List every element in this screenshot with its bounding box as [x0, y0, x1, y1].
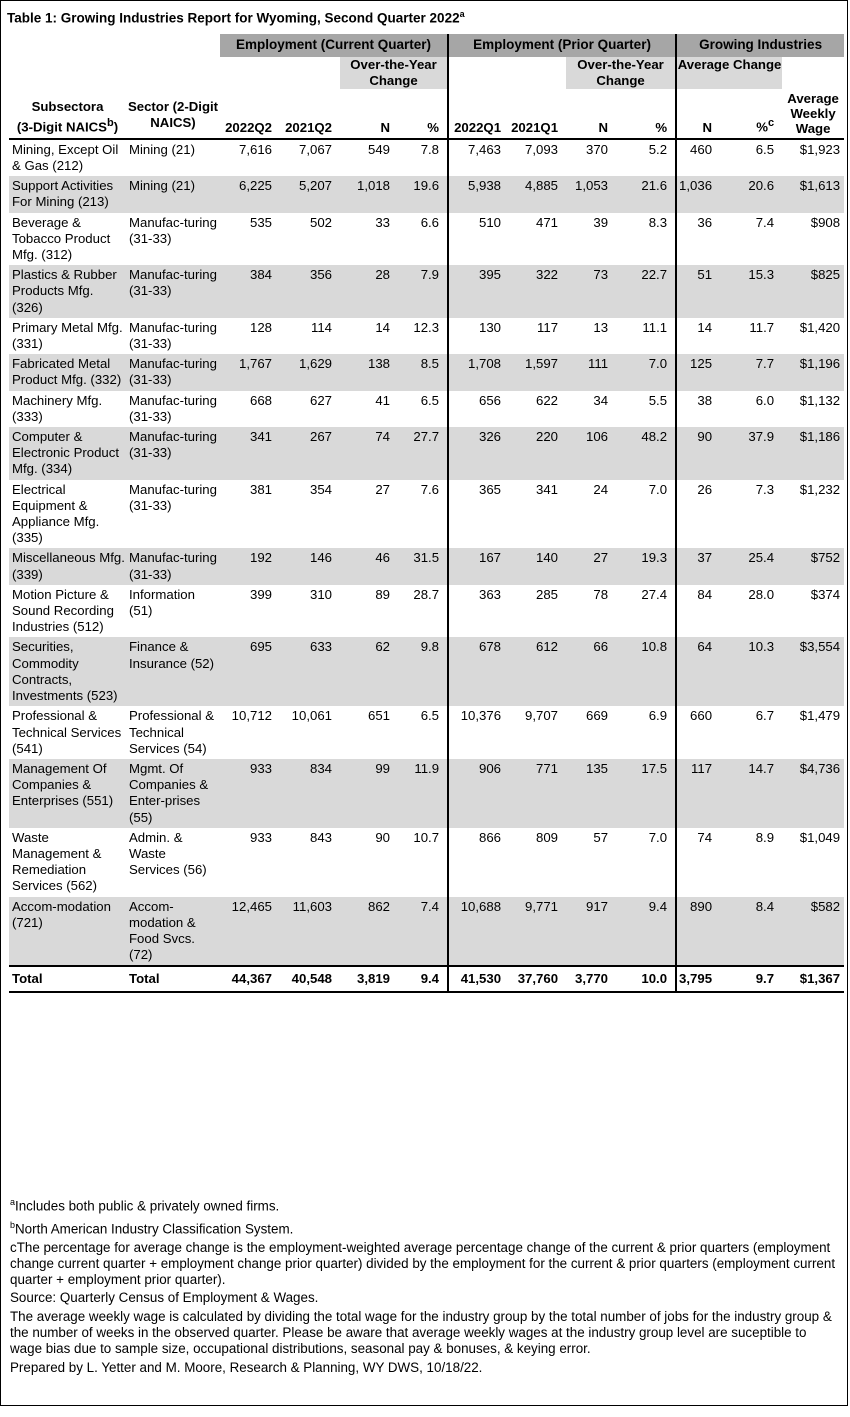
cell-average-weekly-wage: $1,186 — [782, 427, 844, 480]
cell-n-prior: 73 — [566, 265, 616, 318]
cell-pct-prior: 21.6 — [616, 176, 676, 212]
footnote-a-mark: a — [10, 1197, 16, 1207]
cell-subsector: Securities, Commodity Contracts, Investments (523) — [9, 637, 126, 706]
cell-pct-current: 9.8 — [398, 637, 448, 706]
cell-n-current: 90 — [375, 829, 390, 845]
cell-pct-average: 9.7 — [720, 966, 782, 991]
col-2022q2: 2022Q2 — [220, 89, 280, 139]
table-row — [9, 213, 844, 266]
cell-sector: Manufac-turing (31-33) — [126, 427, 220, 480]
cell-2022q2: 381 — [249, 481, 272, 497]
cell-pct-prior: 6.9 — [648, 708, 668, 724]
cell-pct-prior: 11.1 — [642, 319, 668, 335]
cell-n-prior: 3,770 — [566, 966, 616, 991]
cell-sector: Manufac-turing (31-33) — [129, 481, 217, 513]
cell-pct-average: 7.4 — [755, 214, 775, 230]
cell-average-weekly-wage: $1,923 — [799, 141, 841, 157]
group-current-quarter: Employment (Current Quarter) — [220, 34, 448, 57]
cell-pct-average: 14.7 — [720, 759, 782, 828]
cell-2021q1: 9,771 — [509, 897, 566, 967]
cell-2021q2: 5,207 — [280, 176, 340, 212]
cell-average-weekly-wage: $1,367 — [782, 966, 844, 991]
cell-pct-current: 28.7 — [413, 586, 440, 602]
table-row — [9, 585, 844, 638]
cell-n-prior: 66 — [566, 637, 616, 706]
col-pct-current: % — [398, 89, 448, 139]
cell-sector: Manufac-turing (31-33) — [129, 319, 217, 352]
cell-sector: Mining (21) — [126, 176, 220, 212]
cell-2022q1: 5,938 — [448, 176, 509, 212]
cell-n-current: 138 — [340, 354, 398, 390]
cell-pct-average: 20.6 — [720, 176, 782, 212]
cell-average-weekly-wage: $908 — [810, 214, 841, 230]
table-row — [9, 354, 844, 390]
cell-2021q1: 322 — [509, 265, 566, 318]
title-footnote-mark: a — [459, 9, 465, 19]
cell-n-prior: 13 — [593, 319, 609, 335]
cell-pct-prior: 22.7 — [616, 265, 676, 318]
cell-2022q1: 906 — [448, 759, 509, 828]
col-2022q1: 2022Q1 — [448, 89, 509, 139]
cell-n-current: 99 — [340, 759, 398, 828]
cell-n-average: 84 — [676, 585, 720, 638]
cell-pct-average: 6.0 — [755, 392, 775, 408]
col-pct-prior: % — [616, 89, 676, 139]
cell-2021q2: 146 — [280, 548, 340, 584]
cell-subsector: Support Activities For Mining (213) — [9, 176, 126, 212]
cell-n-average: 660 — [676, 706, 720, 759]
cell-pct-prior: 10.0 — [616, 966, 676, 991]
cell-average-weekly-wage: $1,049 — [799, 829, 841, 845]
cell-subsector: Miscellaneous Mfg. (339) — [9, 548, 126, 584]
cell-2021q1: 140 — [509, 548, 566, 584]
cell-pct-prior: 8.3 — [648, 214, 668, 230]
cell-pct-average: 8.9 — [755, 829, 775, 845]
cell-2021q1: 341 — [536, 481, 559, 497]
cell-2022q2: 384 — [220, 265, 280, 318]
table-row — [9, 318, 844, 354]
cell-n-average: 26 — [676, 480, 720, 549]
cell-sector: Professional & Technical Services (54) — [129, 708, 215, 756]
cell-2022q2: 399 — [249, 586, 272, 602]
col-average-weekly-wage: Average Weekly Wage — [782, 89, 844, 139]
col-n-current: N — [340, 89, 398, 139]
footnote-a-text: Includes both public & privately owned firms. — [15, 1198, 280, 1214]
cell-subsector: Electrical Equipment & Appliance Mfg. (335) — [12, 481, 100, 546]
cell-n-prior: 135 — [566, 759, 616, 828]
cell-sector: Manufac-turing (31-33) — [129, 214, 217, 246]
cell-n-average: 3,795 — [676, 966, 720, 991]
table-row — [9, 139, 844, 176]
col-subsector-footnote-mark: b — [106, 117, 114, 130]
prepared-by-note: Prepared by L. Yetter and M. Moore, Research & Planning, WY DWS, 10/18/22. — [10, 1359, 483, 1375]
cell-n-prior: 669 — [586, 708, 609, 724]
col-pct-average — [720, 89, 782, 139]
cell-average-weekly-wage: $1,613 — [782, 176, 844, 212]
cell-pct-current: 9.4 — [398, 966, 448, 991]
cell-pct-current: 12.3 — [413, 319, 440, 335]
cell-2021q1: 771 — [509, 759, 566, 828]
cell-pct-prior: 19.3 — [616, 548, 676, 584]
cell-n-average: 460 — [676, 139, 720, 176]
cell-2021q1: 1,597 — [509, 354, 566, 390]
cell-2022q1: 510 — [448, 213, 509, 266]
cell-subsector: Waste Management & Remediation Services (562) — [12, 829, 102, 894]
footnote-c: cThe percentage for average change is the employment-weighted average percentage change of the current & prior quarters (employment change current quarter + employment change prior quarter) divided by the employment for the current & prior quarters (employment current quarter + employment prior quarter). — [10, 1239, 836, 1288]
cell-2022q2: 933 — [249, 829, 272, 845]
cell-pct-average: 25.4 — [720, 548, 782, 584]
cell-subsector: Accom-modation (721) — [9, 897, 126, 967]
cell-2021q1: 37,760 — [509, 966, 566, 991]
cell-average-weekly-wage: $1,232 — [799, 481, 841, 497]
cell-2022q2: 668 — [249, 392, 272, 408]
cell-average-weekly-wage: $4,736 — [782, 759, 844, 828]
cell-pct-prior: 7.0 — [648, 481, 668, 497]
cell-average-weekly-wage: $825 — [782, 265, 844, 318]
cell-pct-current: 8.5 — [398, 354, 448, 390]
cell-2021q1: 612 — [509, 637, 566, 706]
group-prior-quarter: Employment (Prior Quarter) — [448, 34, 676, 57]
cell-2021q2: 843 — [309, 829, 332, 845]
table-title-text: Table 1: Growing Industries Report for Wyoming, Second Quarter 2022 — [7, 10, 460, 26]
table-row — [9, 265, 844, 318]
footnote-b — [10, 1217, 840, 1238]
cell-n-current: 89 — [375, 586, 390, 602]
cell-n-average: 14 — [676, 318, 720, 354]
cell-n-current: 33 — [375, 214, 390, 230]
cell-n-prior: 39 — [593, 214, 609, 230]
cell-2022q1: 167 — [448, 548, 509, 584]
cell-pct-average: 6.5 — [755, 141, 775, 157]
cell-sector: Mining (21) — [129, 141, 195, 157]
cell-2021q1: 117 — [537, 319, 559, 335]
cell-2021q2: 7,067 — [298, 141, 332, 157]
cell-n-prior: 111 — [566, 354, 616, 390]
table-row — [9, 637, 844, 706]
cell-n-average: 64 — [676, 637, 720, 706]
cell-2021q1: 471 — [536, 214, 559, 230]
cell-2022q2: 1,767 — [220, 354, 280, 390]
cell-2021q2: 502 — [309, 214, 332, 230]
col-subsector — [9, 89, 126, 139]
cell-average-weekly-wage: $1,196 — [782, 354, 844, 390]
table-row — [9, 391, 844, 427]
cell-n-average: 90 — [676, 427, 720, 480]
blank-header-cell — [9, 34, 220, 57]
cell-pct-average: 7.7 — [720, 354, 782, 390]
cell-subsector: Fabricated Metal Product Mfg. (332) — [9, 354, 126, 390]
cell-n-prior: 917 — [566, 897, 616, 967]
cell-2022q2: 933 — [220, 759, 280, 828]
cell-n-average: 38 — [676, 391, 720, 427]
cell-pct-current: 10.7 — [413, 829, 440, 845]
cell-pct-current: 7.9 — [398, 265, 448, 318]
cell-2022q1: 363 — [448, 585, 509, 638]
cell-2022q2: 10,712 — [231, 708, 272, 724]
cell-pct-current: 6.5 — [420, 708, 440, 724]
cell-n-current: 1,018 — [340, 176, 398, 212]
cell-2022q1: 395 — [448, 265, 509, 318]
source-note: Source: Quarterly Census of Employment & Wages. — [10, 1290, 319, 1306]
cell-pct-prior: 27.4 — [641, 586, 668, 602]
cell-2022q1: 10,688 — [448, 897, 509, 967]
cell-2022q2: 535 — [249, 214, 272, 230]
cell-2021q2: 354 — [309, 481, 332, 497]
col-2021q2: 2021Q2 — [280, 89, 340, 139]
cell-subsector: Professional & Technical Services (541) — [12, 708, 122, 756]
cell-n-prior: 34 — [593, 392, 609, 408]
wage-note: The average weekly wage is calculated by dividing the total wage for the industry group by the total number of jobs for the industry group & the number of weeks in the observed quarter. Please be aware that average weekly wages at the industry group level are suceptible to wage bias due to sample size, occupational distributions, seasonal pay & bonuses, & keying error. — [10, 1308, 832, 1357]
cell-pct-current: 27.7 — [398, 427, 448, 480]
table-row — [9, 897, 844, 967]
cell-n-average: 37 — [676, 548, 720, 584]
cell-pct-average: 10.3 — [720, 637, 782, 706]
cell-2021q2: 633 — [280, 637, 340, 706]
col-2021q1: 2021Q1 — [509, 89, 566, 139]
blank-wage-subheader — [782, 57, 844, 89]
cell-n-average: 1,036 — [676, 176, 720, 212]
cell-pct-prior: 5.2 — [648, 141, 668, 157]
cell-2021q1: 285 — [536, 586, 559, 602]
cell-pct-current: 7.6 — [420, 481, 440, 497]
table-row — [9, 759, 844, 828]
cell-average-weekly-wage: $1,420 — [799, 319, 841, 335]
cell-pct-current: 7.4 — [398, 897, 448, 967]
cell-pct-current: 6.6 — [420, 214, 440, 230]
cell-pct-current: 19.6 — [398, 176, 448, 212]
cell-2021q1: 4,885 — [509, 176, 566, 212]
growing-industries-table — [9, 34, 844, 993]
cell-n-current: 651 — [367, 708, 390, 724]
oty-change-current: Over-the-Year Change — [340, 57, 448, 89]
cell-2021q1: 809 — [536, 829, 559, 845]
group-header-row — [9, 34, 844, 57]
cell-pct-prior: 17.5 — [616, 759, 676, 828]
cell-2022q1: 7,463 — [448, 139, 509, 176]
footnote-b-mark: b — [10, 1219, 16, 1230]
cell-pct-current: 7.8 — [420, 141, 440, 157]
cell-pct-current: 6.5 — [420, 392, 440, 408]
cell-average-weekly-wage: $1,132 — [799, 392, 841, 408]
table-title — [7, 9, 465, 26]
cell-2022q1: 678 — [448, 637, 509, 706]
cell-average-weekly-wage: $1,479 — [799, 708, 841, 724]
cell-n-average: 125 — [676, 354, 720, 390]
cell-subsector: Plastics & Rubber Products Mfg. (326) — [9, 265, 126, 318]
cell-n-current: 28 — [340, 265, 398, 318]
cell-average-weekly-wage: $582 — [782, 897, 844, 967]
cell-n-current: 862 — [340, 897, 398, 967]
cell-2021q2: 1,629 — [280, 354, 340, 390]
cell-n-average: 117 — [676, 759, 720, 828]
cell-2021q2: 267 — [280, 427, 340, 480]
cell-2022q1: 41,530 — [448, 966, 509, 991]
subgroup-header-row — [9, 57, 844, 89]
cell-sector: Manufac-turing (31-33) — [126, 265, 220, 318]
cell-n-prior: 78 — [593, 586, 609, 602]
cell-pct-average: 28.0 — [748, 586, 775, 602]
cell-2021q2: 40,548 — [280, 966, 340, 991]
cell-sector: Accom-modation & Food Svcs. (72) — [126, 897, 220, 967]
table-row — [9, 176, 844, 212]
cell-2022q2: 6,225 — [220, 176, 280, 212]
total-row — [9, 966, 844, 991]
cell-2022q2: 695 — [220, 637, 280, 706]
cell-2022q1: 10,376 — [448, 706, 509, 759]
cell-2022q1: 656 — [448, 391, 509, 427]
cell-average-weekly-wage: $3,554 — [782, 637, 844, 706]
cell-subsector: Management Of Companies & Enterprises (551) — [9, 759, 126, 828]
cell-pct-prior: 5.5 — [648, 392, 668, 408]
cell-sector: Manufac-turing (31-33) — [126, 548, 220, 584]
cell-2021q2: 11,603 — [280, 897, 340, 967]
cell-2022q1: 326 — [448, 427, 509, 480]
footnotes — [10, 1194, 840, 1378]
col-n-average: N — [676, 89, 720, 139]
col-n-prior: N — [566, 89, 616, 139]
col-subsector-close: ) — [113, 119, 119, 135]
table-body — [9, 139, 844, 992]
cell-2021q1: 622 — [536, 392, 559, 408]
cell-subsector: Beverage & Tobacco Product Mfg. (312) — [12, 214, 111, 263]
cell-n-prior: 1,053 — [566, 176, 616, 212]
cell-n-average: 36 — [676, 213, 720, 266]
table-row — [9, 828, 844, 897]
cell-subsector: Machinery Mfg. (333) — [12, 392, 103, 424]
cell-sector: Admin. & Waste Services (56) — [129, 829, 207, 878]
footnote-a — [10, 1194, 840, 1215]
cell-2022q2: 7,616 — [238, 141, 272, 157]
table-row — [9, 427, 844, 480]
cell-2021q2: 310 — [309, 586, 332, 602]
cell-subsector: Mining, Except Oil & Gas (212) — [12, 141, 119, 173]
cell-pct-average: 7.3 — [755, 481, 775, 497]
group-growing-industries: Growing Industries — [676, 34, 844, 57]
cell-sector: Mgmt. Of Companies & Enter-prises (55) — [126, 759, 220, 828]
cell-subsector: Primary Metal Mfg. (331) — [12, 319, 123, 352]
cell-pct-average: 15.3 — [720, 265, 782, 318]
cell-pct-prior: 10.8 — [616, 637, 676, 706]
cell-2022q1: 1,708 — [448, 354, 509, 390]
cell-pct-current: 11.9 — [398, 759, 448, 828]
col-pct-average-footnote-mark: c — [767, 117, 775, 130]
cell-sector: Manufac-turing (31-33) — [126, 354, 220, 390]
cell-2022q2: 341 — [220, 427, 280, 480]
cell-pct-average: 11.7 — [749, 319, 775, 335]
cell-n-current: 549 — [367, 141, 390, 157]
cell-average-weekly-wage: $374 — [810, 586, 841, 602]
col-sector: Sector (2-Digit NAICS) — [126, 89, 220, 139]
cell-n-current: 14 — [375, 319, 390, 335]
cell-subsector: Total — [9, 966, 126, 991]
average-change-header: Average Change — [676, 57, 782, 89]
cell-2022q2: 128 — [249, 319, 272, 335]
cell-pct-average: 8.4 — [720, 897, 782, 967]
footnote-b-text: North American Industry Classification System. — [15, 1221, 294, 1237]
cell-pct-current: 31.5 — [398, 548, 448, 584]
table-row — [9, 706, 844, 759]
cell-n-prior: 57 — [593, 829, 609, 845]
cell-n-prior: 24 — [593, 481, 609, 497]
cell-n-current: 3,819 — [340, 966, 398, 991]
blank-subheader-prior — [448, 57, 566, 89]
cell-n-current: 46 — [340, 548, 398, 584]
cell-2021q1: 220 — [509, 427, 566, 480]
cell-pct-prior: 9.4 — [616, 897, 676, 967]
cell-n-current: 74 — [340, 427, 398, 480]
cell-2022q2: 12,465 — [220, 897, 280, 967]
cell-pct-prior: 7.0 — [616, 354, 676, 390]
cell-2022q1: 365 — [448, 480, 509, 549]
cell-sector: Information (51) — [129, 586, 195, 619]
cell-n-average: 74 — [676, 828, 720, 897]
cell-pct-prior: 7.0 — [648, 829, 668, 845]
oty-change-prior: Over-the-Year Change — [566, 57, 676, 89]
table-row — [9, 480, 844, 549]
col-pct-average-label: % — [756, 119, 768, 135]
cell-pct-prior: 48.2 — [616, 427, 676, 480]
cell-n-prior: 27 — [566, 548, 616, 584]
cell-subsector: Motion Picture & Sound Recording Industries (512) — [12, 586, 114, 635]
col-subsector-label: Subsectora — [31, 99, 104, 114]
cell-2021q2: 10,061 — [291, 708, 332, 724]
cell-2021q1: 9,707 — [525, 708, 559, 724]
cell-average-weekly-wage: $752 — [782, 548, 844, 584]
cell-n-current: 27 — [375, 481, 390, 497]
cell-subsector: Computer & Electronic Product Mfg. (334) — [9, 427, 126, 480]
col-subsector-naics: (3-Digit NAICS — [16, 119, 107, 135]
cell-n-average: 51 — [676, 265, 720, 318]
cell-2021q2: 834 — [280, 759, 340, 828]
cell-pct-average: 37.9 — [720, 427, 782, 480]
column-header-row — [9, 89, 844, 139]
cell-sector: Manufac-turing (31-33) — [129, 392, 217, 424]
cell-2021q2: 356 — [280, 265, 340, 318]
cell-sector: Total — [126, 966, 220, 991]
cell-n-current: 41 — [375, 392, 390, 408]
cell-pct-average: 6.7 — [755, 708, 775, 724]
cell-2021q2: 627 — [309, 392, 332, 408]
cell-n-prior: 370 — [586, 141, 609, 157]
cell-2021q2: 114 — [310, 319, 332, 335]
cell-n-prior: 106 — [566, 427, 616, 480]
cell-2022q1: 130 — [448, 318, 509, 354]
blank-subheader-cell — [9, 57, 340, 89]
cell-2022q1: 866 — [448, 828, 509, 897]
cell-2021q1: 7,093 — [525, 141, 559, 157]
cell-n-current: 62 — [340, 637, 398, 706]
table-row — [9, 548, 844, 584]
cell-2022q2: 192 — [220, 548, 280, 584]
cell-sector: Finance & Insurance (52) — [126, 637, 220, 706]
cell-n-average: 890 — [676, 897, 720, 967]
cell-2022q2: 44,367 — [220, 966, 280, 991]
